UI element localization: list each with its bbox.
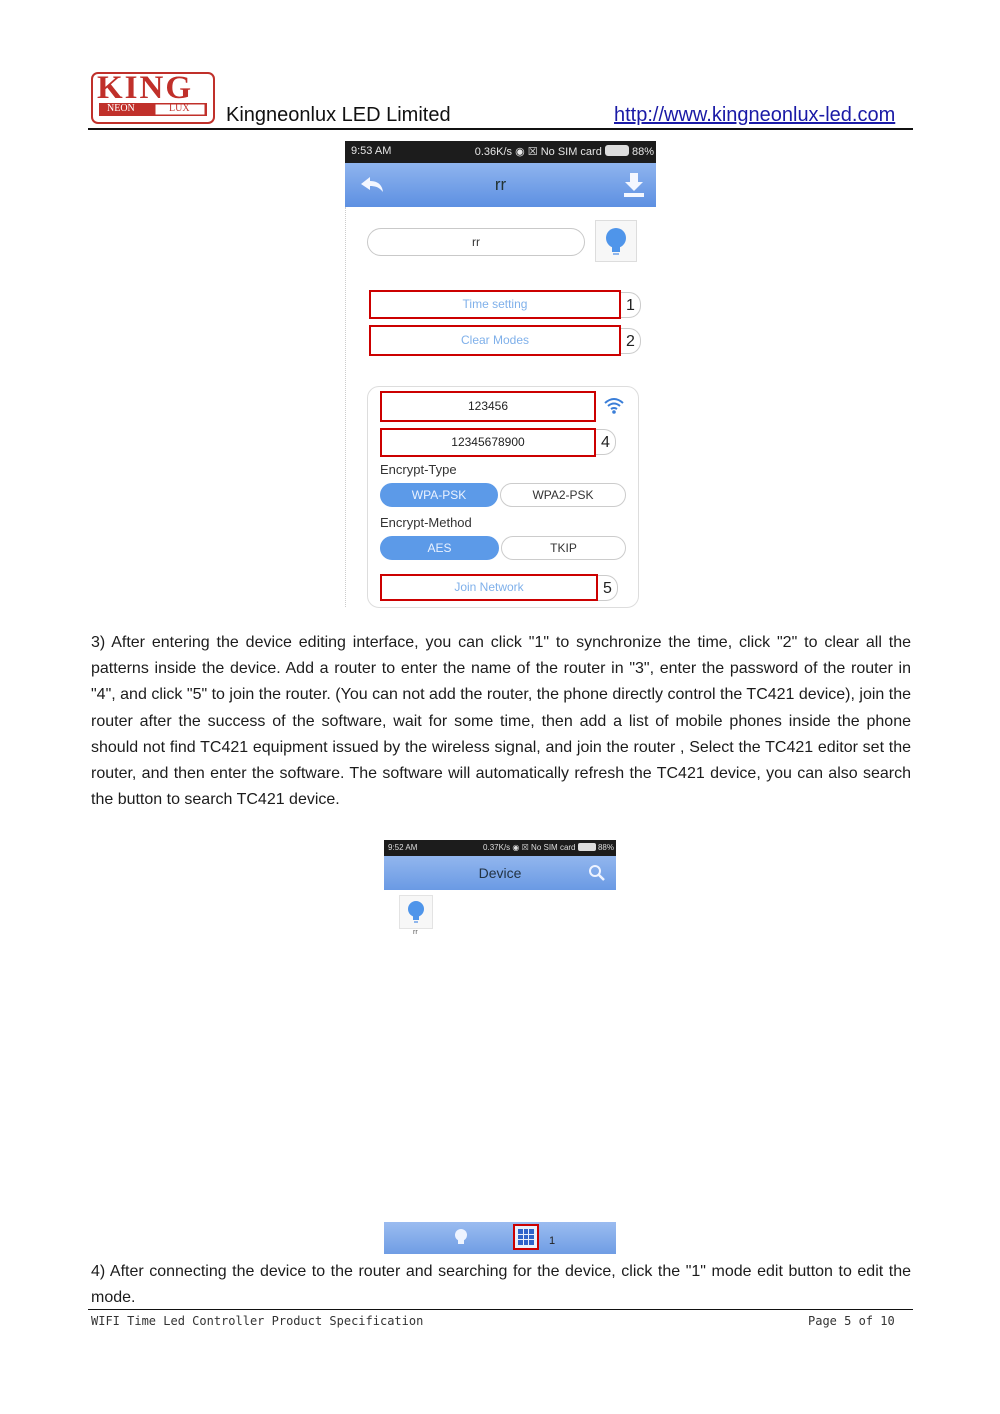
company-logo <box>91 72 215 124</box>
screen-title: Device <box>478 865 522 881</box>
instructions-step-3: 3) After entering the device editing interface, you can click "1" to synchronize the time, click "2" to clear all the patterns inside the device. Add a router to enter the name of the router in "3", enter the password of the router in "4", and click "5" to join the router. (You can not add the router, the phone directly control the TC421 device), join the router after the success of the software, wait for some time, then add a list of mobile phones inside the phone should not find TC421 equipment issued by the wireless signal, and join the router , Select the TC421 editor set the router, and then enter the software. The software will automatically refresh the TC421 device, you can also search the button to search TC421 device. <box>91 634 911 809</box>
search-icon[interactable] <box>588 864 606 882</box>
footer-document-title: WIFI Time Led Controller Product Specification <box>91 1314 424 1328</box>
time-setting-marker: 1 <box>621 292 641 318</box>
battery-icon <box>578 843 596 851</box>
battery-level: 88% <box>597 843 614 852</box>
sim-status: No SIM card <box>531 843 576 852</box>
time-setting-button[interactable]: Time setting <box>369 290 621 319</box>
logo-sub-neon: NEON <box>107 103 135 114</box>
router-settings-card <box>367 386 639 608</box>
wifi-icon: ◉ <box>512 843 520 852</box>
mode-edit-marker: 1 <box>549 1235 556 1247</box>
status-time: 9:53 AM <box>351 145 392 157</box>
title-bar <box>384 856 616 890</box>
device-bulb-tile[interactable] <box>595 220 637 262</box>
aes-toggle[interactable]: AES <box>380 536 499 560</box>
sim-icon: ☒ <box>521 843 529 852</box>
sim-status: No SIM card <box>540 146 602 158</box>
status-bar <box>384 840 616 856</box>
header-divider <box>88 128 913 130</box>
encrypt-type-label: Encrypt-Type <box>380 462 457 477</box>
left-edge-guide <box>345 207 348 607</box>
status-indicators <box>475 145 654 158</box>
wifi-icon: ◉ <box>515 146 525 158</box>
battery-icon <box>605 145 629 156</box>
password-input[interactable]: 12345678900 <box>380 428 596 457</box>
tkip-toggle[interactable]: TKIP <box>501 536 626 560</box>
bulb-icon[interactable] <box>454 1228 468 1248</box>
device-list-screenshot <box>384 840 616 890</box>
wpa2-psk-toggle[interactable]: WPA2-PSK <box>500 483 626 507</box>
status-bar <box>345 141 656 163</box>
mode-edit-button[interactable] <box>513 1224 539 1250</box>
title-bar <box>345 163 656 207</box>
battery-level: 88% <box>631 146 654 158</box>
network-speed: 0.36K/s <box>474 146 513 158</box>
device-name-label: rr <box>413 929 418 936</box>
device-tile[interactable] <box>399 895 433 929</box>
device-edit-screenshot <box>345 141 656 611</box>
encrypt-method-label: Encrypt-Method <box>380 515 472 530</box>
device-name-input[interactable]: rr <box>367 228 585 256</box>
wifi-icon[interactable] <box>604 397 624 415</box>
network-speed: 0.37K/s <box>483 843 511 852</box>
footer-page-number: Page 5 of 10 <box>808 1314 895 1328</box>
clear-modes-marker: 2 <box>621 328 641 354</box>
password-marker: 4 <box>596 429 616 455</box>
download-icon[interactable] <box>622 171 646 199</box>
grid-icon <box>515 1226 537 1248</box>
logo-sub-lux: LUX <box>169 103 190 114</box>
status-indicators <box>483 843 614 852</box>
bottom-nav-bar <box>384 1222 616 1254</box>
join-network-button[interactable]: Join Network <box>380 574 598 601</box>
bulb-icon <box>596 221 636 261</box>
instructions-step-4: 4) After connecting the device to the router and searching for the device, click the "1" mode edit button to edit the mode. <box>91 1263 911 1306</box>
logo-wordmark: KING <box>97 70 194 106</box>
bulb-icon <box>400 896 432 928</box>
wpa-psk-toggle[interactable]: WPA-PSK <box>380 483 498 507</box>
sim-icon: ☒ <box>527 146 538 158</box>
website-link[interactable]: http://www.kingneonlux-led.com <box>614 104 896 126</box>
clear-modes-button[interactable]: Clear Modes <box>369 325 621 356</box>
join-network-marker: 5 <box>598 575 618 601</box>
ssid-input[interactable]: 123456 <box>380 391 596 422</box>
screen-title: rr <box>494 175 507 194</box>
status-time: 9:52 AM <box>388 843 418 852</box>
footer-divider <box>88 1309 913 1310</box>
company-name: Kingneonlux LED Limited <box>226 104 451 126</box>
